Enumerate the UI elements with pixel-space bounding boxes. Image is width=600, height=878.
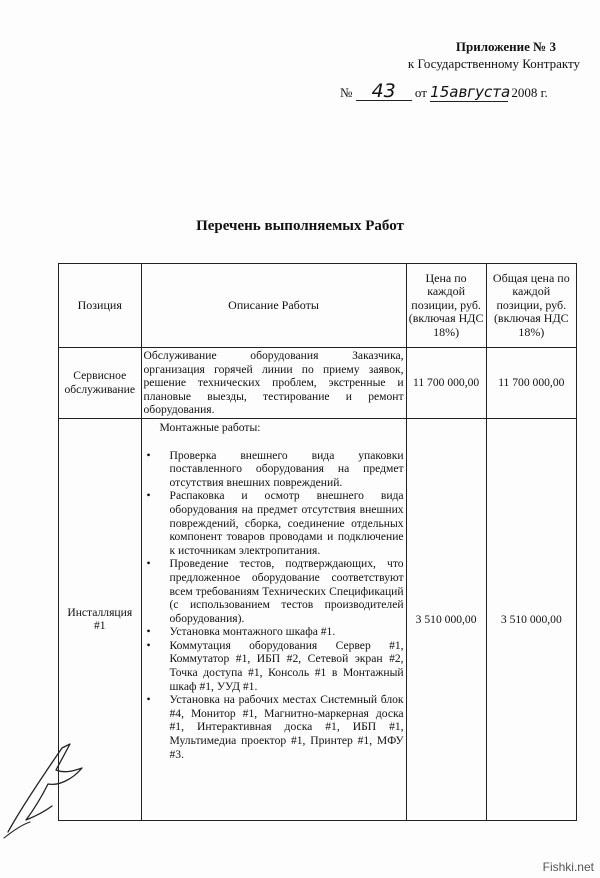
number-prefix: № bbox=[340, 85, 353, 100]
table-row bbox=[59, 348, 577, 419]
row-description: Обслуживание оборудования Заказчика, организация горячей линии по приему заявок, решение технических проблем, экстренные и плановые выезды, тестирование и ремонт оборудования. bbox=[141, 348, 406, 419]
bullet-icon: • bbox=[146, 489, 151, 503]
table-row bbox=[59, 418, 577, 820]
works-table bbox=[58, 263, 577, 821]
row-description bbox=[141, 418, 406, 820]
list-item: • Коммутация оборудования Сервер #1, Коммутатор #1, ИБП #2, Сетевой экран #2, Точка доступа #1, Консоль #1 в Монтажный шкаф #1, УУД #1. bbox=[146, 638, 404, 693]
date-prefix: от bbox=[414, 85, 427, 100]
row-unit-price: 3 510 000,00 bbox=[406, 418, 486, 820]
appendix-block bbox=[360, 38, 580, 72]
works-list bbox=[144, 449, 404, 762]
watermark: Fishki.net bbox=[542, 860, 594, 874]
list-item: • Проведение тестов, подтверждающих, что предложенное оборудование соответствуют всем требованиям Технических Спецификаций (с использованием тестов производителей оборудования). bbox=[146, 557, 404, 625]
contract-number-line bbox=[340, 82, 580, 102]
signature-icon bbox=[0, 740, 95, 850]
appendix-title: Приложение № 3 bbox=[455, 39, 556, 54]
bullet-icon: • bbox=[146, 557, 151, 571]
appendix-subtitle: к Государственному Контракту bbox=[407, 56, 580, 71]
row-position: Сервисное обслуживание bbox=[59, 348, 142, 419]
header-total-price: Общая цена по каждой позиции, руб. (включая НДС 18%) bbox=[486, 264, 576, 348]
bullet-icon: • bbox=[146, 638, 151, 652]
header-description: Описание Работы bbox=[141, 264, 406, 348]
header-unit-price: Цена по каждой позиции, руб. (включая НДС 18%) bbox=[406, 264, 486, 348]
bullet-icon: • bbox=[146, 625, 151, 639]
row-position: Инсталляция #1 bbox=[59, 418, 142, 820]
list-item: • Установка монтажного шкафа #1. bbox=[146, 625, 336, 639]
year-suffix: 2008 г. bbox=[511, 85, 548, 100]
works-lead: Монтажные работы: bbox=[159, 420, 261, 434]
row-total-price: 11 700 000,00 bbox=[486, 348, 576, 419]
header-position: Позиция bbox=[59, 264, 142, 348]
table-header-row bbox=[59, 264, 577, 348]
list-item: • Установка на рабочих местах Системный блок #4, Монитор #1, Магнитно-маркерная доска #1, Интерактивная доска #1, ИБП #1, Мультимедиа проектор #1, Принтер #1, МФУ #3. bbox=[146, 693, 404, 761]
document-title: Перечень выполняемых Работ bbox=[196, 218, 404, 234]
contract-number-handwritten: 43 bbox=[356, 82, 412, 101]
bullet-icon: • bbox=[146, 693, 151, 707]
list-item: • Проверка внешнего вида упаковки поставленного оборудования на предмет отсутствия внешних повреждений. bbox=[146, 448, 404, 489]
contract-date-handwritten: 15августа bbox=[430, 83, 511, 101]
bullet-icon: • bbox=[146, 448, 151, 462]
row-total-price: 3 510 000,00 bbox=[486, 418, 576, 820]
list-item: • Распаковка и осмотр внешнего вида оборудования на предмет отсутствия внешних повреждений, сборка, соединение отдельных компонент товаров проводами и подключение к источникам электропитания. bbox=[146, 489, 404, 557]
row-unit-price: 11 700 000,00 bbox=[406, 348, 486, 419]
